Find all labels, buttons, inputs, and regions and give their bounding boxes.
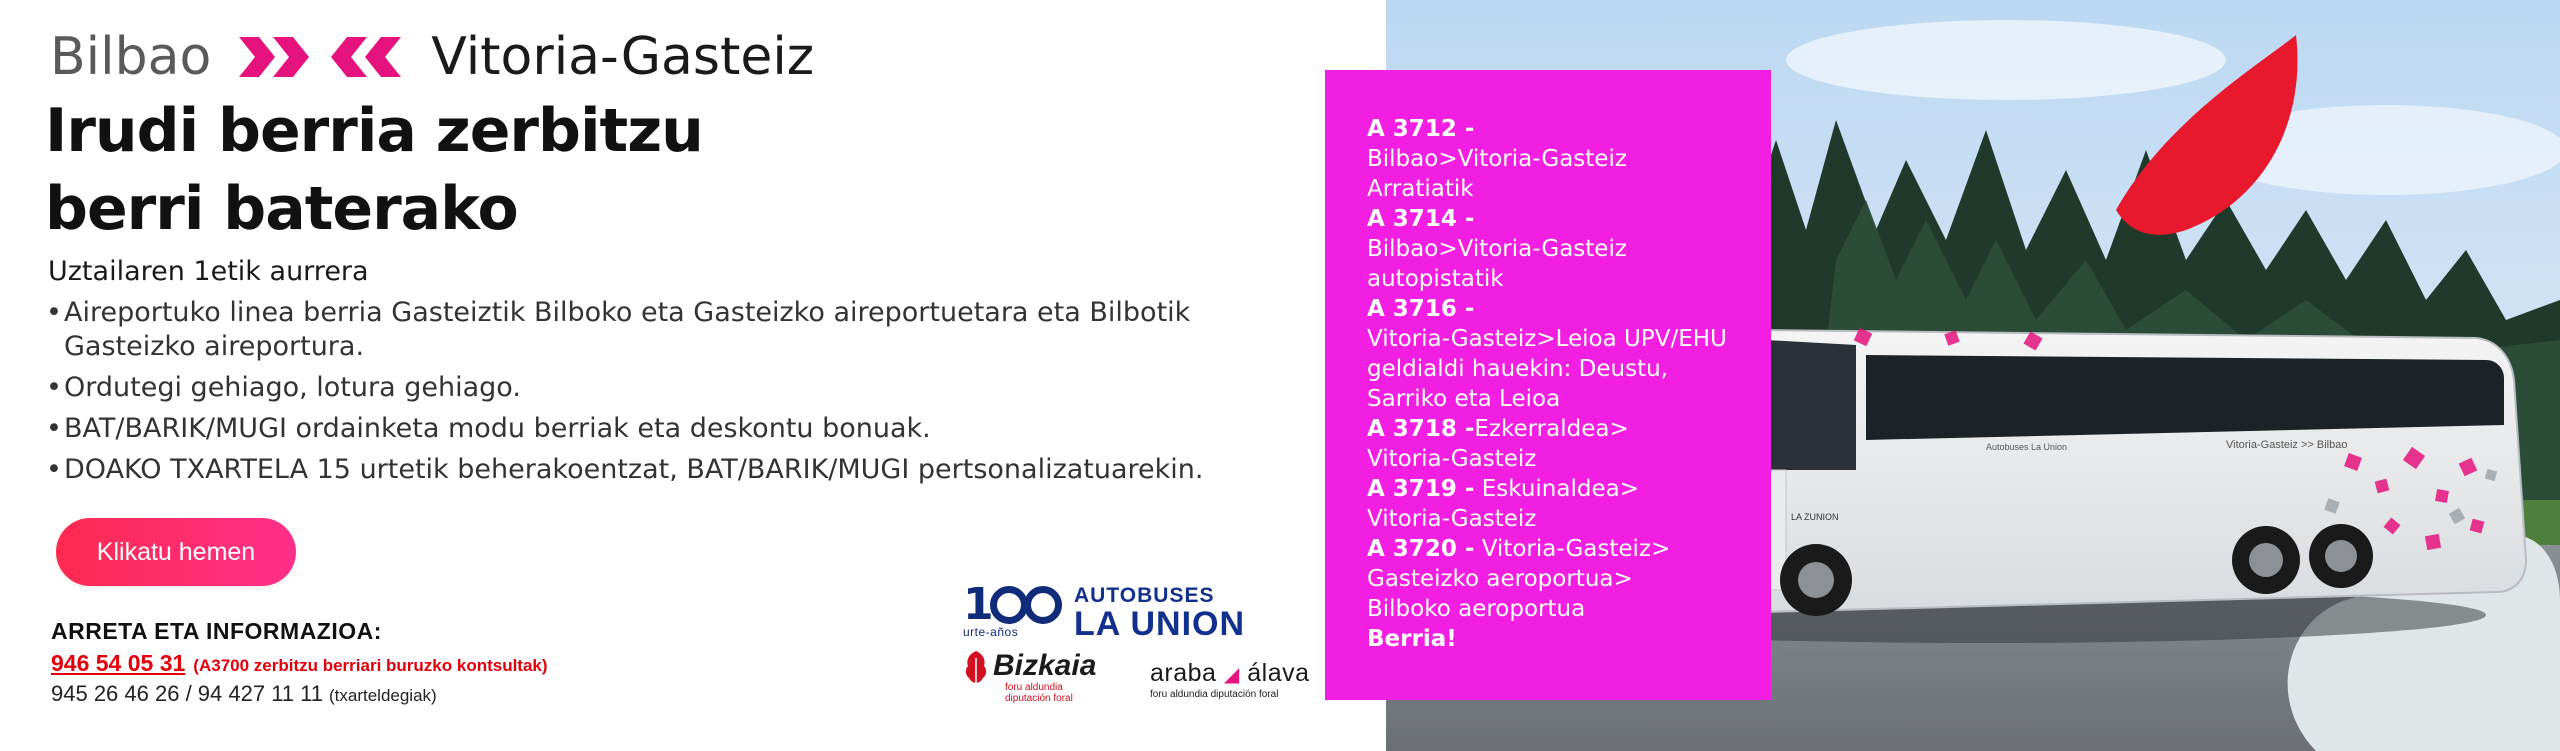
list-item: • Aireportuko linea berria Gasteiztik Bilboko eta Gasteizko aireportuetara eta Bilbotik Gasteizko aireportura. <box>46 296 1296 364</box>
centenary-caption: urte-años <box>963 625 1019 639</box>
bizkaia-logo <box>963 650 1096 704</box>
list-item: • BAT/BARIK/MUGI ordainketa modu berriak eta deskontu bonuak. <box>46 412 1296 446</box>
la-union-logo-line-2: LA UNION <box>1074 605 1246 643</box>
info-title: ARRETA ETA INFORMAZIOA: <box>51 618 382 644</box>
headline <box>45 92 945 248</box>
araba-logo-sub: foru aldundia diputación foral <box>1150 689 1279 700</box>
svg-text:Autobuses La Union: Autobuses La Union <box>1986 442 2068 452</box>
main-phone-link[interactable]: 946 54 05 31 <box>51 650 186 676</box>
route-text: Sarriko eta Leioa <box>1367 386 1561 412</box>
route-text: Ezkerraldea> <box>1474 416 1629 442</box>
bizkaia-logo-sub-2: diputación foral <box>1005 693 1073 704</box>
centenary-logo <box>963 579 1062 639</box>
araba-logo-name-a: araba <box>1150 659 1217 687</box>
info-main-phone-line <box>51 650 548 677</box>
route-code: A 3716 - <box>1367 296 1475 322</box>
route-entry-3718 <box>1367 414 1751 474</box>
route-code: A 3719 - <box>1367 476 1475 502</box>
route-entry-3712 <box>1367 114 1751 204</box>
feature-list <box>46 296 1296 494</box>
route-entry-3719 <box>1367 474 1751 534</box>
subtitle: Uztailaren 1etik aurrera <box>48 256 369 287</box>
oak-leaf-icon <box>963 650 989 684</box>
ring-icon <box>990 586 1028 624</box>
route-text: Bilbao>Vitoria-Gasteiz <box>1367 146 1627 172</box>
new-badge: Berria! <box>1367 626 1457 652</box>
routes-box <box>1325 70 1771 700</box>
araba-mark-icon: ◢ <box>1223 664 1240 686</box>
double-chevron-left-icon <box>329 35 405 79</box>
route-text: autopistatik <box>1367 266 1504 292</box>
other-phones: 945 26 46 26 / 94 427 11 11 <box>51 681 323 706</box>
la-union-logo <box>1074 585 1245 641</box>
route-entry-3714 <box>1367 204 1751 294</box>
route-header <box>50 22 814 92</box>
bizkaia-logo-name: Bizkaia <box>993 649 1097 682</box>
info-other-phones-line <box>51 681 437 707</box>
bus-front-sign: LA ZUNION <box>1791 512 1839 522</box>
bizkaia-logo-sub-1: foru aldundia <box>1005 682 1063 693</box>
route-text: Bilbao>Vitoria-Gasteiz <box>1367 236 1627 262</box>
route-text: Eskuinaldea> <box>1481 476 1639 502</box>
route-code: A 3712 - <box>1367 116 1475 142</box>
route-text: Vitoria-Gasteiz <box>1367 446 1537 472</box>
bus-side-brand: Vitoria-Gasteiz >> Bilbao <box>2226 439 2348 451</box>
click-here-button[interactable]: Klikatu hemen <box>56 518 296 586</box>
centenary-digit: 1 <box>963 579 994 630</box>
route-to: Vitoria-Gasteiz <box>431 27 815 87</box>
list-item: • Ordutegi gehiago, lotura gehiago. <box>46 371 1296 405</box>
headline-line-1: Irudi berria zerbitzu <box>45 96 703 166</box>
route-code: A 3714 - <box>1367 206 1475 232</box>
route-entry-3720 <box>1367 534 1751 624</box>
list-item: • DOAKO TXARTELA 15 urtetik beherakoentzat, BAT/BARIK/MUGI pertsonalizatuarekin. <box>46 453 1296 487</box>
route-text: Vitoria-Gasteiz <box>1367 506 1537 532</box>
route-code: A 3720 - <box>1367 536 1475 562</box>
route-arrows <box>237 35 405 79</box>
la-union-logo-line-1: AUTOBUSES <box>1074 584 1215 607</box>
route-code: A 3718 - <box>1367 416 1475 442</box>
route-entry-3716 <box>1367 294 1751 414</box>
route-text: geldialdi hauekin: Deustu, <box>1367 356 1668 382</box>
route-text: Arratiatik <box>1367 176 1474 202</box>
araba-logo <box>1150 659 1310 700</box>
other-phones-note: (txarteldegiak) <box>328 686 437 705</box>
main-phone-note: (A3700 zerbitzu berriari buruzko kontsultak) <box>193 656 548 675</box>
ring-icon <box>1024 586 1062 624</box>
araba-logo-name-b: álava <box>1247 659 1310 687</box>
double-chevron-right-icon <box>237 35 313 79</box>
headline-line-2: berri baterako <box>45 174 518 244</box>
route-from: Bilbao <box>50 27 212 87</box>
route-text: Vitoria-Gasteiz>Leioa UPV/EHU <box>1367 326 1727 352</box>
route-text: Gasteizko aeroportua> <box>1367 566 1633 592</box>
route-text: Vitoria-Gasteiz> <box>1481 536 1671 562</box>
route-text: Bilboko aeroportua <box>1367 596 1586 622</box>
